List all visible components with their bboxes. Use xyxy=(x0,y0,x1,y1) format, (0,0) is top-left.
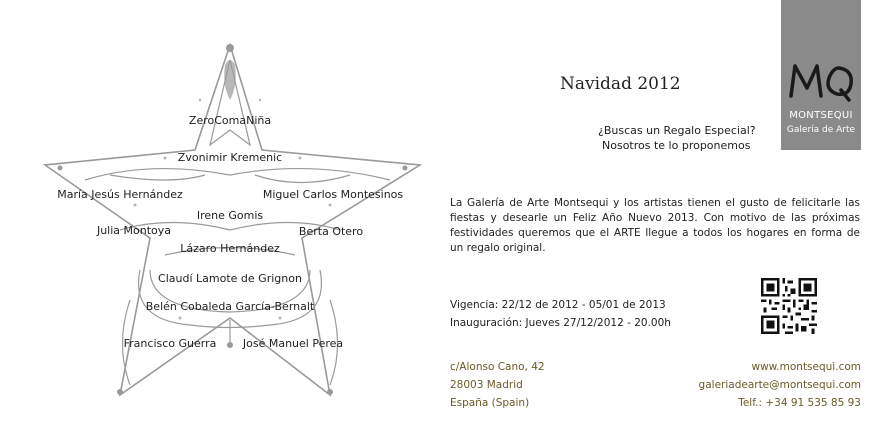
address-city: 28003 Madrid xyxy=(450,379,523,391)
inauguracion-text: Inauguración: Jueves 27/12/2012 - 20.00h xyxy=(450,317,671,329)
artist-name: Francisco Guerra xyxy=(123,337,217,350)
intro-paragraph: La Galería de Arte Montsequi y los artistas tienen el gusto de felicitarle las fiestas y desearle un Feliz Año Nuevo 2013. Con motivo de las próximas festividades queremos que el ARTE llegue a todos los hogares en forma de un regalo original. xyxy=(450,197,860,254)
logo-subtitle: Galería de Arte xyxy=(786,125,856,135)
page-title: Navidad 2012 xyxy=(560,74,681,94)
artist-name: Lázaro Hernández xyxy=(180,242,280,255)
address-street: c/Alonso Cano, 42 xyxy=(450,361,545,373)
gallery-logo xyxy=(781,0,861,150)
email-link[interactable]: galeriadearte@montsequi.com xyxy=(698,379,861,391)
artist-name: Julia Montoya xyxy=(96,224,172,237)
phone-number: Telf.: +34 91 535 85 93 xyxy=(738,397,861,409)
website-link[interactable]: www.montsequi.com xyxy=(751,361,861,373)
artist-name: Miguel Carlos Montesinos xyxy=(262,188,404,201)
artist-name: Irene Gomis xyxy=(196,209,264,222)
artist-name: Zvonimir Kremenic xyxy=(177,151,283,164)
artist-name: María Jesús Hernández xyxy=(57,188,183,201)
artist-name: Berta Otero xyxy=(298,225,364,238)
vigencia-text: Vigencia: 22/12 de 2012 - 05/01 de 2013 xyxy=(450,299,666,311)
tagline-question: ¿Buscas un Regalo Especial? xyxy=(598,124,756,137)
artist-name: ZeroComaNiña xyxy=(188,114,272,127)
artist-name: Claudí Lamote de Grignon xyxy=(158,272,302,285)
logo-name: MONTSEQUI xyxy=(789,110,853,121)
qr-code[interactable] xyxy=(761,278,817,334)
artist-name: Belén Cobaleda García-Bernalt xyxy=(145,300,315,313)
tagline-answer: Nosotros te lo proponemos xyxy=(602,139,751,152)
logo-monogram-icon xyxy=(781,58,861,102)
address-country: España (Spain) xyxy=(450,397,530,409)
artist-name: José Manuel Perea xyxy=(242,337,344,350)
